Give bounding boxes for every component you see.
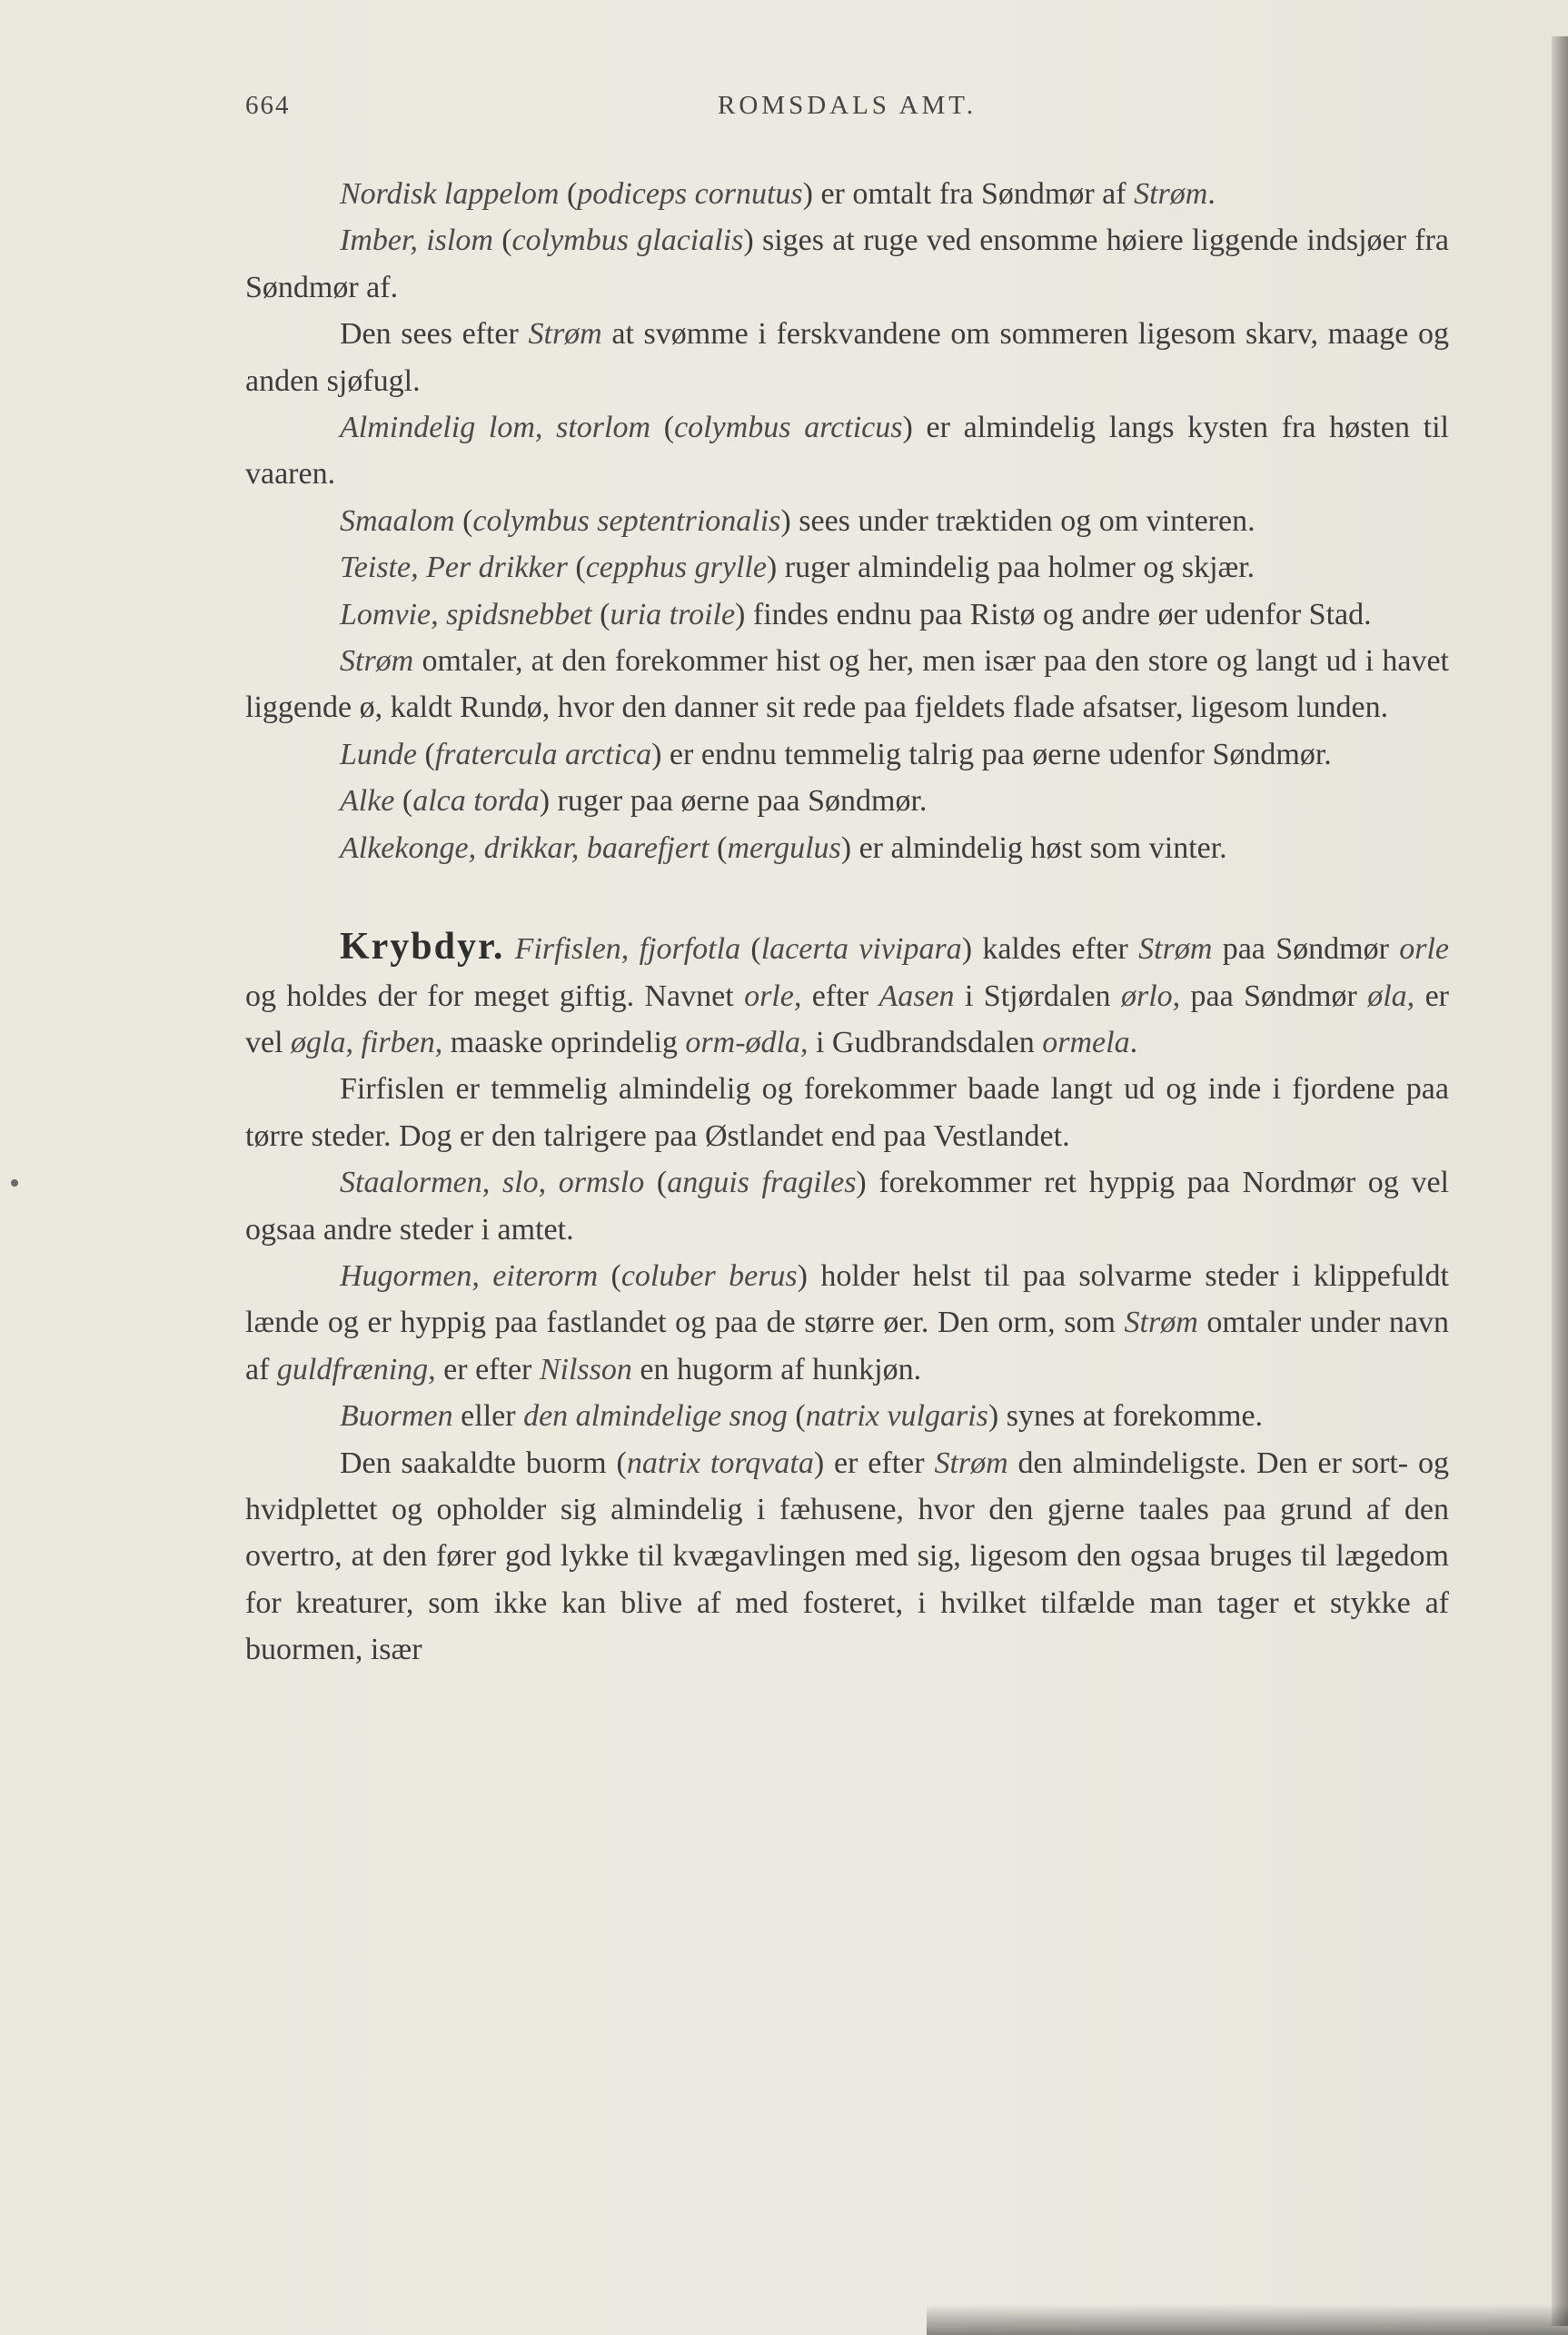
italic-text-run: natrix torqvata <box>626 1446 814 1480</box>
paragraph <box>245 591 1449 638</box>
italic-text-run: orle, <box>744 979 802 1013</box>
text-run: er efter <box>435 1352 540 1386</box>
text-run: ( <box>709 830 728 865</box>
text-run: ) sees under træktiden og om vinteren. <box>780 503 1255 538</box>
margin-dot-mark <box>11 1179 18 1187</box>
italic-text-run: orm-ødla, <box>685 1025 809 1059</box>
italic-text-run: colymbus glacialis <box>511 224 744 258</box>
italic-text-run: Almindelig lom, storlom <box>340 411 651 445</box>
italic-text-run: Strøm <box>1124 1306 1198 1340</box>
text-run <box>504 932 514 966</box>
paragraph <box>245 1159 1449 1253</box>
paragraph <box>245 217 1449 311</box>
italic-text-run: Hugormen, eiterorm <box>340 1258 599 1293</box>
italic-text-run: Staalormen, slo, ormslo <box>340 1166 645 1200</box>
text-run: ( <box>417 737 435 771</box>
page-number: 664 <box>245 91 291 120</box>
text-run: ( <box>650 411 675 445</box>
text-run: og holdes der for meget giftig. Navnet <box>245 979 745 1013</box>
italic-text-run: Firfislen, fjorfotla <box>514 932 741 967</box>
text-run: ) forekommer ret hyppig paa Nordmør og vel ogsaa andre steder i amtet. <box>245 1166 1449 1247</box>
text-run: ) er almindelig langs kysten fra høsten til vaaren. <box>245 411 1449 492</box>
text-run: en hugorm af hunkjøn. <box>631 1352 922 1386</box>
italic-text-run: mergulus <box>727 830 841 865</box>
text-run: ( <box>740 932 761 967</box>
paragraph <box>245 1440 1449 1674</box>
text-run: ( <box>454 503 473 538</box>
italic-text-run: øla, <box>1367 979 1415 1013</box>
text-run: ( <box>394 784 413 819</box>
italic-text-run: lacerta vivipara <box>760 932 962 967</box>
paragraph <box>245 778 1449 824</box>
italic-text-run: Nilsson <box>539 1352 632 1386</box>
text-run: omtaler, at den forekommer hist og her, men især paa den store og langt ud i havet liggende ø, kaldt Rundø, hvor den danner sit rede paa fjeldets flade afsatser, ligesom lunden. <box>245 644 1449 725</box>
text-run: maaske oprindelig <box>442 1025 686 1059</box>
paragraph <box>245 544 1449 591</box>
italic-text-run: Teiste, Per drikker <box>340 551 568 585</box>
bottom-edge-shadow <box>927 2304 1568 2335</box>
italic-text-run: Nordisk lappelom <box>340 177 560 211</box>
text-run: Den saakaldte buorm ( <box>340 1446 627 1480</box>
paragraph <box>245 171 1449 217</box>
text-run: ) ruger almindelig paa holmer og skjær. <box>766 551 1255 585</box>
paragraph <box>245 498 1449 544</box>
text-run: ) findes endnu paa Ristø og andre øer udenfor Stad. <box>735 597 1372 631</box>
italic-text-run: anguis fragiles <box>667 1166 857 1200</box>
italic-text-run: colymbus septentrionalis <box>472 503 781 538</box>
italic-text-run: cepphus grylle <box>585 551 767 585</box>
text-run: ) er endnu temmelig talrig paa øerne udenfor Søndmør. <box>651 737 1332 771</box>
text-run: . <box>1129 1025 1138 1059</box>
italic-text-run: Strøm <box>1134 177 1208 211</box>
running-header <box>245 91 1454 127</box>
italic-text-run: coluber berus <box>620 1258 798 1293</box>
text-run: eller <box>452 1399 524 1434</box>
italic-text-run: uria troile <box>610 597 736 631</box>
text-run: ) holder helst til paa solvarme steder i klippefuldt lænde og er hyppig paa fastlandet og paa de større øer. Den orm, som <box>245 1258 1450 1340</box>
text-run: . <box>1207 177 1216 211</box>
running-head-title: ROMSDALS AMT. <box>718 91 978 120</box>
italic-text-run: Alke <box>340 784 395 819</box>
italic-text-run: Aasen <box>878 979 955 1013</box>
text-run: ) er omtalt fra Søndmør af <box>802 177 1135 211</box>
body-text <box>245 171 1449 1674</box>
italic-text-run: podiceps cornutus <box>577 177 803 211</box>
italic-text-run: alca torda <box>412 784 540 819</box>
text-run: paa Søndmør <box>1212 932 1400 967</box>
italic-text-run: Lunde <box>340 737 417 771</box>
italic-text-run: ørlo, <box>1120 979 1181 1013</box>
paragraph <box>245 1066 1449 1159</box>
italic-text-run: Strøm <box>934 1446 1008 1480</box>
italic-text-run: Imber, islom <box>340 224 493 258</box>
italic-text-run: den almindelige snog <box>523 1399 788 1434</box>
italic-text-run: natrix vulgaris <box>805 1399 988 1434</box>
italic-text-run: Strøm <box>1138 932 1213 967</box>
italic-text-run: colymbus arcticus <box>674 411 903 445</box>
italic-text-run: Alkekonge, drikkar, baarefjert <box>340 830 710 865</box>
text-run: ( <box>644 1166 668 1200</box>
text-run: er vel <box>245 979 1450 1059</box>
paragraph <box>245 638 1449 731</box>
text-run: ( <box>598 1258 621 1293</box>
text-run: ( <box>567 551 586 585</box>
text-run: ) siges at ruge ved ensomme høiere liggende indsjøer fra Søndmør af. <box>245 224 1449 304</box>
text-run: paa Søndmør <box>1180 979 1368 1013</box>
paragraph <box>245 404 1449 498</box>
section-heading: Krybdyr. <box>340 926 505 969</box>
italic-text-run: orle <box>1399 932 1450 967</box>
text-run: Den sees efter <box>340 317 529 352</box>
text-run: ) ruger paa øerne paa Søndmør. <box>539 784 928 819</box>
italic-text-run: ormela <box>1042 1025 1130 1059</box>
italic-text-run: Strøm <box>528 317 602 352</box>
text-run: ( <box>492 224 512 258</box>
text-run: ) er efter <box>813 1446 935 1480</box>
italic-text-run: Buormen <box>340 1399 453 1434</box>
text-run: efter <box>801 979 879 1013</box>
italic-text-run: Lomvie, spidsnebbet <box>340 597 592 631</box>
paragraph <box>245 311 1449 404</box>
paragraph <box>245 1393 1449 1439</box>
italic-text-run: øgla, firben, <box>291 1025 443 1059</box>
text-run: omtaler under navn af <box>245 1306 1449 1386</box>
text-run: ( <box>559 177 578 211</box>
text-run: ) synes at forekomme. <box>987 1399 1264 1434</box>
text-run: den almindeligste. Den er sort- og hvidplettet og opholder sig almindelig i fæhusene, hvor den gjerne taales paa grund af den overtro, at den fører god lykke til kvægavlingen med sig, ligesom den ogsaa bruges til lægedom for kreaturer, som ikke kan blive af med fosteret, i hvilket tilfælde man tager et stykke af buormen, især <box>245 1446 1449 1667</box>
italic-text-run: Smaalom <box>340 503 455 538</box>
paragraph <box>245 825 1449 871</box>
text-run: ) er almindelig høst som vinter. <box>840 830 1227 865</box>
paragraph <box>245 1253 1449 1393</box>
page-edge-shadow <box>1552 36 1568 2326</box>
section-paragraph-krybdyr <box>245 924 1449 1066</box>
text-run: i Stjørdalen <box>954 979 1121 1013</box>
text-run: ( <box>591 597 610 631</box>
text-run: i Gudbrandsdalen <box>808 1025 1043 1059</box>
text-run: at svømme i ferskvandene om sommeren ligesom skarv, maage og anden sjøfugl. <box>245 317 1450 398</box>
text-run: ) kaldes efter <box>961 932 1139 967</box>
text-run: Firfislen er temmelig almindelig og forekommer baade langt ud og inde i fjordene paa tørre steder. Dog er den talrigere paa Østlandet end paa Vestlandet. <box>245 1072 1449 1153</box>
text-run: ( <box>787 1399 806 1434</box>
paragraph <box>245 731 1449 778</box>
italic-text-run: guldfræning, <box>276 1352 436 1386</box>
italic-text-run: Strøm <box>340 644 414 679</box>
italic-text-run: fratercula arctica <box>434 737 652 771</box>
